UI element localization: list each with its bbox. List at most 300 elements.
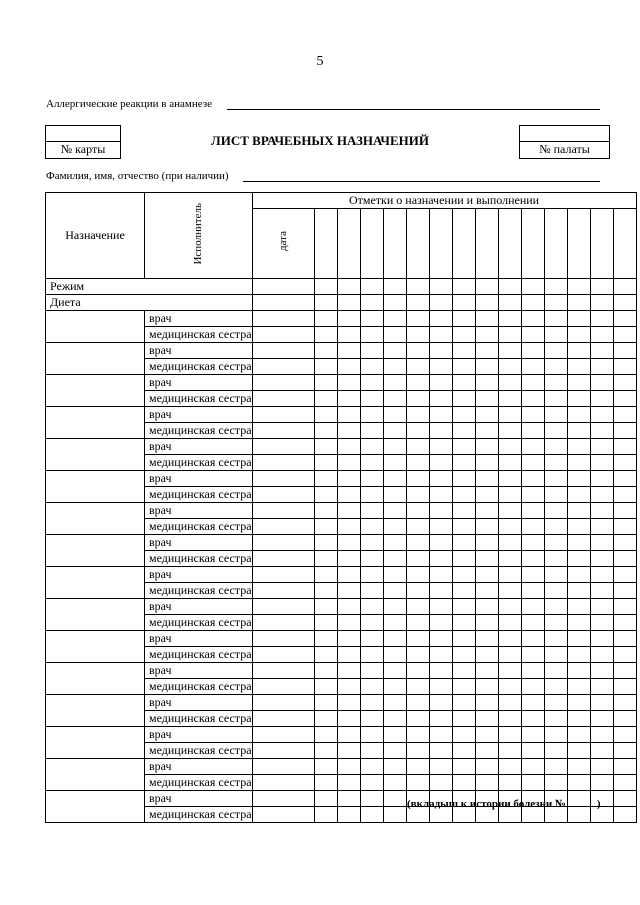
grid-cell[interactable] <box>475 359 498 375</box>
grid-cell[interactable] <box>590 407 613 423</box>
grid-cell[interactable] <box>337 791 360 807</box>
grid-cell[interactable] <box>252 327 314 343</box>
grid-cell[interactable] <box>475 455 498 471</box>
grid-cell[interactable] <box>544 375 567 391</box>
grid-cell[interactable] <box>590 503 613 519</box>
grid-cell[interactable] <box>498 599 521 615</box>
grid-cell[interactable] <box>544 391 567 407</box>
grid-cell[interactable] <box>429 759 452 775</box>
grid-cell[interactable] <box>252 423 314 439</box>
grid-cell[interactable] <box>252 695 314 711</box>
grid-cell[interactable] <box>314 679 337 695</box>
grid-cell[interactable] <box>544 359 567 375</box>
grid-cell[interactable] <box>383 615 406 631</box>
grid-cell[interactable] <box>429 327 452 343</box>
grid-cell[interactable] <box>521 391 544 407</box>
grid-cell[interactable] <box>498 647 521 663</box>
grid-cell[interactable] <box>360 679 383 695</box>
grid-cell[interactable] <box>383 567 406 583</box>
grid-cell[interactable] <box>613 695 636 711</box>
grid-cell[interactable] <box>314 663 337 679</box>
grid-cell[interactable] <box>567 487 590 503</box>
grid-cell[interactable] <box>590 519 613 535</box>
grid-cell[interactable] <box>613 551 636 567</box>
grid-cell[interactable] <box>252 311 314 327</box>
grid-cell[interactable] <box>314 743 337 759</box>
grid-cell[interactable] <box>475 583 498 599</box>
grid-cell[interactable] <box>498 487 521 503</box>
grid-cell[interactable] <box>567 295 590 311</box>
assignment-cell[interactable] <box>46 599 145 631</box>
grid-cell[interactable] <box>613 743 636 759</box>
grid-cell[interactable] <box>314 775 337 791</box>
assignment-cell[interactable] <box>46 375 145 407</box>
grid-cell[interactable] <box>252 279 314 295</box>
grid-cell[interactable] <box>337 743 360 759</box>
grid-cell[interactable] <box>337 455 360 471</box>
grid-cell[interactable] <box>360 209 383 279</box>
grid-cell[interactable] <box>337 407 360 423</box>
grid-cell[interactable] <box>314 455 337 471</box>
grid-cell[interactable] <box>452 711 475 727</box>
grid-cell[interactable] <box>360 615 383 631</box>
grid-cell[interactable] <box>252 391 314 407</box>
grid-cell[interactable] <box>521 209 544 279</box>
grid-cell[interactable] <box>252 775 314 791</box>
grid-cell[interactable] <box>521 503 544 519</box>
grid-cell[interactable] <box>406 487 429 503</box>
grid-cell[interactable] <box>406 327 429 343</box>
grid-cell[interactable] <box>429 551 452 567</box>
grid-cell[interactable] <box>521 535 544 551</box>
grid-cell[interactable] <box>383 551 406 567</box>
grid-cell[interactable] <box>567 775 590 791</box>
grid-cell[interactable] <box>452 647 475 663</box>
grid-cell[interactable] <box>475 209 498 279</box>
grid-cell[interactable] <box>383 647 406 663</box>
grid-cell[interactable] <box>337 551 360 567</box>
assignment-cell[interactable] <box>46 535 145 567</box>
grid-cell[interactable] <box>544 311 567 327</box>
grid-cell[interactable] <box>498 423 521 439</box>
grid-cell[interactable] <box>452 503 475 519</box>
grid-cell[interactable] <box>521 471 544 487</box>
grid-cell[interactable] <box>544 615 567 631</box>
grid-cell[interactable] <box>567 359 590 375</box>
grid-cell[interactable] <box>360 711 383 727</box>
grid-cell[interactable] <box>406 759 429 775</box>
grid-cell[interactable] <box>544 583 567 599</box>
grid-cell[interactable] <box>544 209 567 279</box>
grid-cell[interactable] <box>498 279 521 295</box>
grid-cell[interactable] <box>521 279 544 295</box>
grid-cell[interactable] <box>521 775 544 791</box>
grid-cell[interactable] <box>383 711 406 727</box>
grid-cell[interactable] <box>252 503 314 519</box>
grid-cell[interactable] <box>613 359 636 375</box>
grid-cell[interactable] <box>360 471 383 487</box>
grid-cell[interactable] <box>613 567 636 583</box>
grid-cell[interactable] <box>383 535 406 551</box>
grid-cell[interactable] <box>337 599 360 615</box>
grid-cell[interactable] <box>360 567 383 583</box>
grid-cell[interactable] <box>452 375 475 391</box>
grid-cell[interactable] <box>590 455 613 471</box>
grid-cell[interactable] <box>406 615 429 631</box>
grid-cell[interactable] <box>475 439 498 455</box>
grid-cell[interactable] <box>567 647 590 663</box>
fio-field[interactable] <box>243 181 600 182</box>
grid-cell[interactable] <box>252 663 314 679</box>
grid-cell[interactable] <box>314 535 337 551</box>
grid-cell[interactable] <box>613 647 636 663</box>
grid-cell[interactable] <box>383 519 406 535</box>
grid-cell[interactable] <box>337 311 360 327</box>
grid-cell[interactable] <box>498 343 521 359</box>
grid-cell[interactable] <box>544 295 567 311</box>
ward-number-field[interactable] <box>520 126 609 142</box>
grid-cell[interactable] <box>567 727 590 743</box>
grid-cell[interactable] <box>590 343 613 359</box>
grid-cell[interactable] <box>521 359 544 375</box>
grid-cell[interactable] <box>252 439 314 455</box>
grid-cell[interactable] <box>544 487 567 503</box>
grid-cell[interactable] <box>590 551 613 567</box>
grid-cell[interactable] <box>475 695 498 711</box>
grid-cell[interactable] <box>521 295 544 311</box>
grid-cell[interactable] <box>521 631 544 647</box>
grid-cell[interactable] <box>429 439 452 455</box>
grid-cell[interactable] <box>314 487 337 503</box>
grid-cell[interactable] <box>567 209 590 279</box>
grid-cell[interactable] <box>429 407 452 423</box>
grid-cell[interactable] <box>314 391 337 407</box>
grid-cell[interactable] <box>475 743 498 759</box>
grid-cell[interactable] <box>429 279 452 295</box>
assignment-cell[interactable] <box>46 663 145 695</box>
grid-cell[interactable] <box>590 471 613 487</box>
assignment-cell[interactable] <box>46 311 145 343</box>
grid-cell[interactable] <box>360 743 383 759</box>
assignment-cell[interactable] <box>46 407 145 439</box>
grid-cell[interactable] <box>360 647 383 663</box>
grid-cell[interactable] <box>590 695 613 711</box>
grid-cell[interactable] <box>475 327 498 343</box>
grid-cell[interactable] <box>521 455 544 471</box>
grid-cell[interactable] <box>475 599 498 615</box>
grid-cell[interactable] <box>613 535 636 551</box>
grid-cell[interactable] <box>252 791 314 807</box>
grid-cell[interactable] <box>590 311 613 327</box>
grid-cell[interactable] <box>252 567 314 583</box>
grid-cell[interactable] <box>475 775 498 791</box>
grid-cell[interactable] <box>544 759 567 775</box>
grid-cell[interactable] <box>613 407 636 423</box>
grid-cell[interactable] <box>498 471 521 487</box>
grid-cell[interactable] <box>521 519 544 535</box>
grid-cell[interactable] <box>314 567 337 583</box>
grid-cell[interactable] <box>429 455 452 471</box>
grid-cell[interactable] <box>567 599 590 615</box>
grid-cell[interactable] <box>544 743 567 759</box>
grid-cell[interactable] <box>429 311 452 327</box>
grid-cell[interactable] <box>383 631 406 647</box>
grid-cell[interactable] <box>498 743 521 759</box>
grid-cell[interactable] <box>383 343 406 359</box>
grid-cell[interactable] <box>337 519 360 535</box>
assignment-cell[interactable] <box>46 503 145 535</box>
grid-cell[interactable] <box>429 631 452 647</box>
grid-cell[interactable] <box>383 295 406 311</box>
grid-cell[interactable] <box>314 295 337 311</box>
grid-cell[interactable] <box>544 599 567 615</box>
grid-cell[interactable] <box>406 455 429 471</box>
grid-cell[interactable] <box>429 583 452 599</box>
grid-cell[interactable] <box>252 535 314 551</box>
grid-cell[interactable] <box>314 695 337 711</box>
card-number-field[interactable] <box>46 126 120 142</box>
grid-cell[interactable] <box>613 487 636 503</box>
grid-cell[interactable] <box>337 359 360 375</box>
grid-cell[interactable] <box>337 759 360 775</box>
grid-cell[interactable] <box>314 759 337 775</box>
grid-cell[interactable] <box>590 615 613 631</box>
grid-cell[interactable] <box>252 679 314 695</box>
grid-cell[interactable] <box>383 487 406 503</box>
grid-cell[interactable] <box>383 209 406 279</box>
grid-cell[interactable] <box>252 647 314 663</box>
grid-cell[interactable] <box>590 583 613 599</box>
grid-cell[interactable] <box>567 311 590 327</box>
grid-cell[interactable] <box>360 423 383 439</box>
grid-cell[interactable] <box>360 599 383 615</box>
grid-cell[interactable] <box>521 743 544 759</box>
grid-cell[interactable] <box>406 503 429 519</box>
grid-cell[interactable] <box>613 615 636 631</box>
assignment-cell[interactable] <box>46 759 145 791</box>
grid-cell[interactable] <box>406 519 429 535</box>
grid-cell[interactable] <box>544 327 567 343</box>
grid-cell[interactable] <box>452 439 475 455</box>
grid-cell[interactable] <box>314 327 337 343</box>
grid-cell[interactable] <box>452 487 475 503</box>
grid-cell[interactable] <box>567 695 590 711</box>
grid-cell[interactable] <box>314 615 337 631</box>
grid-cell[interactable] <box>429 679 452 695</box>
grid-cell[interactable] <box>590 487 613 503</box>
grid-cell[interactable] <box>498 295 521 311</box>
grid-cell[interactable] <box>252 599 314 615</box>
grid-cell[interactable] <box>314 631 337 647</box>
grid-cell[interactable] <box>590 567 613 583</box>
grid-cell[interactable] <box>252 583 314 599</box>
grid-cell[interactable] <box>452 679 475 695</box>
grid-cell[interactable] <box>252 551 314 567</box>
grid-cell[interactable] <box>360 391 383 407</box>
grid-cell[interactable] <box>383 583 406 599</box>
grid-cell[interactable] <box>475 551 498 567</box>
grid-cell[interactable] <box>314 407 337 423</box>
grid-cell[interactable] <box>429 711 452 727</box>
grid-cell[interactable] <box>406 209 429 279</box>
grid-cell[interactable] <box>406 727 429 743</box>
grid-cell[interactable] <box>383 695 406 711</box>
grid-cell[interactable] <box>383 391 406 407</box>
grid-cell[interactable] <box>360 583 383 599</box>
grid-cell[interactable] <box>314 279 337 295</box>
grid-cell[interactable] <box>383 679 406 695</box>
grid-cell[interactable] <box>406 423 429 439</box>
grid-cell[interactable] <box>406 471 429 487</box>
grid-cell[interactable] <box>429 599 452 615</box>
grid-cell[interactable] <box>360 727 383 743</box>
grid-cell[interactable] <box>613 423 636 439</box>
grid-cell[interactable] <box>314 423 337 439</box>
grid-cell[interactable] <box>521 327 544 343</box>
grid-cell[interactable] <box>544 471 567 487</box>
grid-cell[interactable] <box>613 311 636 327</box>
grid-cell[interactable] <box>590 647 613 663</box>
grid-cell[interactable] <box>452 663 475 679</box>
grid-cell[interactable] <box>498 359 521 375</box>
ward-number-box[interactable] <box>519 125 610 159</box>
grid-cell[interactable] <box>452 279 475 295</box>
assignment-cell[interactable] <box>46 727 145 759</box>
grid-cell[interactable] <box>521 343 544 359</box>
grid-cell[interactable] <box>475 311 498 327</box>
grid-cell[interactable] <box>475 519 498 535</box>
grid-cell[interactable] <box>360 375 383 391</box>
grid-cell[interactable] <box>252 519 314 535</box>
grid-cell[interactable] <box>314 471 337 487</box>
grid-cell[interactable] <box>360 295 383 311</box>
grid-cell[interactable] <box>498 455 521 471</box>
grid-cell[interactable] <box>567 327 590 343</box>
grid-cell[interactable] <box>567 535 590 551</box>
grid-cell[interactable] <box>337 615 360 631</box>
grid-cell[interactable] <box>544 439 567 455</box>
grid-cell[interactable] <box>383 423 406 439</box>
grid-cell[interactable] <box>590 663 613 679</box>
grid-cell[interactable] <box>544 567 567 583</box>
grid-cell[interactable] <box>406 375 429 391</box>
grid-cell[interactable] <box>590 327 613 343</box>
grid-cell[interactable] <box>498 615 521 631</box>
grid-cell[interactable] <box>406 439 429 455</box>
grid-cell[interactable] <box>360 775 383 791</box>
grid-cell[interactable] <box>590 599 613 615</box>
assignment-cell[interactable] <box>46 439 145 471</box>
grid-cell[interactable] <box>544 519 567 535</box>
grid-cell[interactable] <box>252 359 314 375</box>
grid-cell[interactable] <box>475 423 498 439</box>
grid-cell[interactable] <box>429 391 452 407</box>
grid-cell[interactable] <box>498 663 521 679</box>
grid-cell[interactable] <box>613 455 636 471</box>
grid-cell[interactable] <box>406 663 429 679</box>
grid-cell[interactable] <box>429 359 452 375</box>
grid-cell[interactable] <box>498 679 521 695</box>
grid-cell[interactable] <box>383 807 406 823</box>
grid-cell[interactable] <box>452 359 475 375</box>
grid-cell[interactable] <box>429 487 452 503</box>
grid-cell[interactable] <box>590 209 613 279</box>
grid-cell[interactable] <box>452 567 475 583</box>
grid-cell[interactable] <box>360 327 383 343</box>
assignment-cell[interactable] <box>46 631 145 663</box>
grid-cell[interactable] <box>429 727 452 743</box>
grid-cell[interactable] <box>452 311 475 327</box>
grid-cell[interactable] <box>613 791 636 807</box>
grid-cell[interactable] <box>452 343 475 359</box>
grid-cell[interactable] <box>383 743 406 759</box>
grid-cell[interactable] <box>498 775 521 791</box>
grid-cell[interactable] <box>360 343 383 359</box>
grid-cell[interactable] <box>383 279 406 295</box>
grid-cell[interactable] <box>475 503 498 519</box>
assignment-cell[interactable] <box>46 791 145 823</box>
grid-cell[interactable] <box>360 487 383 503</box>
grid-cell[interactable] <box>521 551 544 567</box>
grid-cell[interactable] <box>452 695 475 711</box>
grid-cell[interactable] <box>360 535 383 551</box>
history-number-field[interactable] <box>569 806 597 807</box>
grid-cell[interactable] <box>613 599 636 615</box>
grid-cell[interactable] <box>521 615 544 631</box>
grid-cell[interactable] <box>475 375 498 391</box>
grid-cell[interactable] <box>567 503 590 519</box>
assignment-cell[interactable] <box>46 567 145 599</box>
grid-cell[interactable] <box>252 295 314 311</box>
grid-cell[interactable] <box>613 807 636 823</box>
grid-cell[interactable] <box>521 487 544 503</box>
grid-cell[interactable] <box>475 615 498 631</box>
grid-cell[interactable] <box>383 503 406 519</box>
grid-cell[interactable] <box>252 711 314 727</box>
grid-cell[interactable] <box>452 391 475 407</box>
grid-cell[interactable] <box>314 311 337 327</box>
grid-cell[interactable] <box>452 535 475 551</box>
grid-cell[interactable] <box>613 503 636 519</box>
grid-cell[interactable] <box>452 455 475 471</box>
grid-cell[interactable] <box>452 471 475 487</box>
grid-cell[interactable] <box>475 279 498 295</box>
grid-cell[interactable] <box>544 663 567 679</box>
grid-cell[interactable] <box>429 503 452 519</box>
grid-cell[interactable] <box>429 209 452 279</box>
grid-cell[interactable] <box>337 647 360 663</box>
grid-cell[interactable] <box>360 503 383 519</box>
grid-cell[interactable] <box>544 551 567 567</box>
grid-cell[interactable] <box>337 423 360 439</box>
grid-cell[interactable] <box>429 343 452 359</box>
grid-cell[interactable] <box>337 439 360 455</box>
grid-cell[interactable] <box>406 711 429 727</box>
grid-cell[interactable] <box>613 679 636 695</box>
grid-cell[interactable] <box>252 759 314 775</box>
grid-cell[interactable] <box>406 743 429 759</box>
grid-cell[interactable] <box>521 311 544 327</box>
grid-cell[interactable] <box>452 327 475 343</box>
grid-cell[interactable] <box>567 631 590 647</box>
grid-cell[interactable] <box>337 503 360 519</box>
grid-cell[interactable] <box>337 631 360 647</box>
grid-cell[interactable] <box>429 519 452 535</box>
grid-cell[interactable] <box>360 359 383 375</box>
grid-cell[interactable] <box>337 375 360 391</box>
grid-cell[interactable] <box>452 519 475 535</box>
grid-cell[interactable] <box>452 759 475 775</box>
